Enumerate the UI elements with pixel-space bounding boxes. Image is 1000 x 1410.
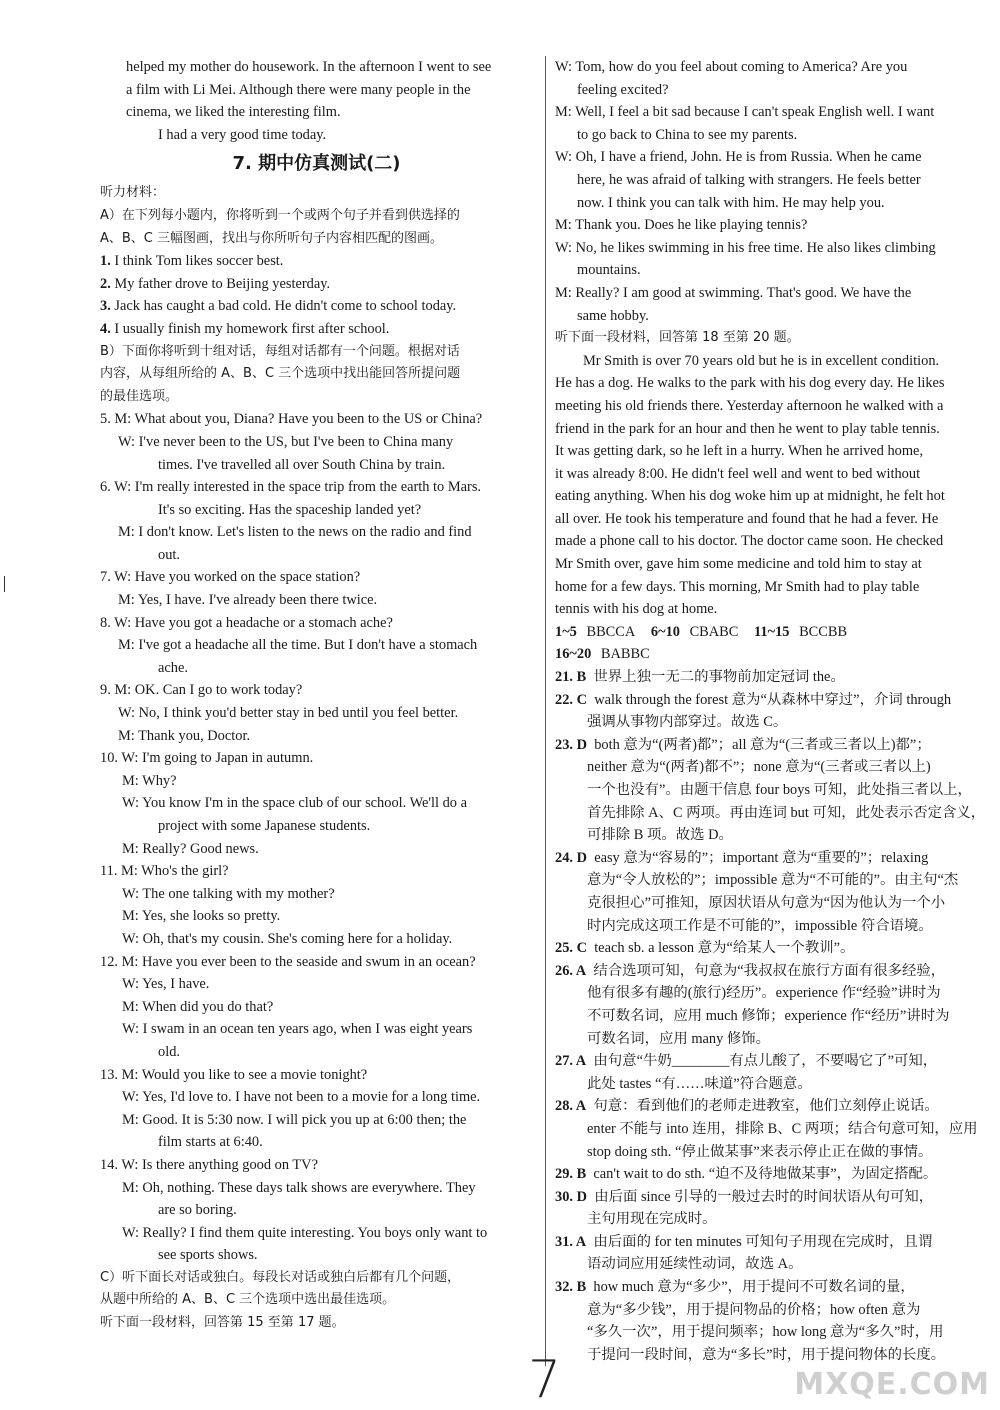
- explanation-text: “多久一次”，用于提问频率；how long 意为“多久”时，用: [587, 1324, 944, 1341]
- explanation-text: 语动词应用延续性动词，故选 A。: [587, 1256, 803, 1273]
- text-line: all over. He took his temperature and found that he had a fever. He: [555, 510, 939, 527]
- text-line: tennis with his dog at home.: [555, 601, 718, 618]
- text-line: helped my mother do housework. In the afternoon I went to see: [126, 59, 492, 75]
- watermark: MXQE.COM: [794, 1367, 990, 1402]
- listening-label: 听力材料：: [100, 185, 166, 201]
- answer-range: 16~20: [555, 646, 592, 663]
- dialog: [100, 679, 533, 747]
- item-text: Jack has caught a bad cold. He didn't come to school today.: [114, 298, 457, 315]
- dialog-line: W: Yes, I'd love to. I have not been to a movie for a long time.: [122, 1089, 481, 1106]
- answer-letters: BABBC: [600, 646, 650, 663]
- dialog: [100, 476, 533, 566]
- dialog: [100, 1064, 533, 1154]
- explanation-number: 24. D: [555, 849, 587, 866]
- explanation-text: 克很担心”可推知，原因状语从句意为“因为他认为一个小: [587, 894, 946, 911]
- answer-key-row: [555, 621, 988, 644]
- text-line: He has a dog. He walks to the park with his dog every day. He likes: [555, 375, 945, 392]
- dialog-line: 14. W: Is there anything good on TV?: [100, 1156, 318, 1173]
- dialog-line: M: Thank you. Does he like playing tennis?: [555, 217, 808, 234]
- explanation-item: [555, 689, 988, 734]
- dialog-line: M: Really? Good news.: [122, 840, 259, 857]
- dialog: [100, 1154, 533, 1267]
- dialog-line: 6. W: I'm really interested in the space trip from the earth to Mars.: [100, 479, 482, 496]
- dialog-line: M: I don't know. Let's listen to the news on the radio and find: [118, 524, 472, 541]
- dialog-line: M: Why?: [122, 772, 177, 789]
- dialog-line: 13. M: Would you like to see a movie tonight?: [100, 1066, 368, 1083]
- text-line: home for a few days. This morning, Mr Smith had to play table: [555, 578, 920, 595]
- intro-paragraph: [100, 56, 533, 146]
- explanation-text: 结合选项可知，句意为“我叔叔在旅行方面有很多经验，: [593, 962, 946, 979]
- explanation-number: 28. A: [555, 1098, 587, 1115]
- story-paragraph: [555, 350, 988, 621]
- section-title: 7. 期中仿真测试(二): [232, 153, 401, 175]
- list-item: [100, 295, 533, 318]
- dialog-line: M: Good. It is 5:30 now. I will pick you up at 6:00 then; the: [122, 1111, 467, 1128]
- dialog-line: It's so exciting. Has the spaceship landed yet?: [158, 501, 422, 518]
- text-line: it was already 8:00. He didn't feel well and went to bed without: [555, 465, 921, 482]
- explanation-text: 意为“令人放松的”；impossible 意为“不可能的”。由主句“杰: [587, 872, 959, 889]
- dialog-line: M: Well, I feel a bit sad because I can't speak English well. I want: [555, 104, 935, 121]
- explanation-text: 可排除 B 项。故选 D。: [587, 827, 733, 844]
- section-c-instruction: [100, 1267, 533, 1335]
- answer-letters: CBABC: [689, 623, 739, 640]
- dialog-line: W: The one talking with my mother?: [122, 885, 335, 902]
- explanation-text: enter 不能与 into 连用，排除 B、C 两项；结合句意可知，应用: [587, 1120, 978, 1137]
- answer-letters: BBCCA: [586, 623, 636, 640]
- explanation-text: neither 意为“(两者)都不”；none 意为“(三者或三者以上): [587, 759, 931, 776]
- dialog-line: W: No, he likes swimming in his free time. He also likes climbing: [555, 239, 936, 256]
- dialog-line: W: Tom, how do you feel about coming to America? Are you: [555, 59, 908, 75]
- text-line: a film with Li Mei. Although there were many people in the: [126, 81, 471, 98]
- text-line: meeting his old friends there. Yesterday afternoon he walked with a: [555, 397, 944, 414]
- dialog: [100, 408, 533, 476]
- text-line: made a phone call to his doctor. The doctor came soon. He checked: [555, 533, 944, 550]
- dialog-line: project with some Japanese students.: [158, 818, 371, 834]
- item-text: I think Tom likes soccer best.: [114, 253, 284, 270]
- explanation-item: [555, 1095, 988, 1163]
- explanation-text: 主句用现在完成时。: [587, 1211, 717, 1228]
- explanation-item: [555, 1186, 988, 1231]
- text-line: A）在下列每小题内，你将听到一个或两个句子并看到供选择的: [100, 207, 460, 223]
- dialog-line: ache.: [158, 659, 188, 676]
- explanation-text: 此处 tastes “有……味道”符合题意。: [587, 1075, 812, 1092]
- page-number: 7: [528, 1350, 562, 1410]
- text-line: A、B、C 三幅图画，找出与你所听句子内容相匹配的图画。: [100, 230, 444, 246]
- dialog-line: old.: [158, 1043, 180, 1060]
- explanation-text: walk through the forest 意为“从森林中穿过”，介词 through: [594, 691, 952, 708]
- dialog-line: out.: [158, 546, 180, 563]
- explanation-number: 27. A: [555, 1053, 587, 1070]
- dialog-line: 8. W: Have you got a headache or a stomach ache?: [100, 614, 393, 631]
- text-line: 从题中所给的 A、B、C 三个选项中选出最佳选项。: [100, 1292, 396, 1308]
- answer-range: 1~5: [555, 623, 577, 640]
- explanation-text: easy 意为“容易的”；important 意为“重要的”；relaxing: [594, 849, 929, 866]
- dialog: [100, 951, 533, 1064]
- text-line: Mr Smith over, gave him some medicine and told him to stay at: [555, 556, 922, 573]
- dialog-line: M: I've got a headache all the time. But I don't have a stomach: [118, 637, 478, 654]
- dialog-line: W: Really? I find them quite interesting. You boys only want to: [122, 1224, 488, 1241]
- explanation-text: 于提问一段时间，意为“多长”时，用于提问物体的长度。: [587, 1346, 946, 1363]
- explanation-text: teach sb. a lesson 意为“给某人一个教训”。: [594, 940, 855, 957]
- dialog-line: here, he was afraid of talking with strangers. He feels better: [577, 171, 921, 188]
- dialog-line: W: You know I'm in the space club of our school. We'll do a: [122, 795, 467, 812]
- margin-mark: [4, 576, 5, 592]
- dialog-line: now. I think you can talk with him. He may help you.: [577, 194, 885, 211]
- dialog-line: 12. M: Have you ever been to the seaside and swum in an ocean?: [100, 953, 476, 970]
- dialog-line: are so boring.: [158, 1202, 237, 1219]
- dialog: [100, 612, 533, 680]
- dialog-line: 7. W: Have you worked on the space station?: [100, 569, 361, 586]
- explanation-text: can't wait to do sth. “迫不及待地做某事”，为固定搭配。: [593, 1166, 938, 1183]
- dialog-line: W: Oh, I have a friend, John. He is from Russia. When he came: [555, 149, 922, 166]
- left-column: [100, 56, 533, 1335]
- dialog-15-17: [555, 56, 988, 327]
- dialog-line: M: Thank you, Doctor.: [118, 727, 251, 744]
- dialog-line: film starts at 6:40.: [158, 1134, 263, 1151]
- answer-range: 6~10: [650, 623, 680, 640]
- explanation-number: 32. B: [555, 1279, 587, 1296]
- section-a-instruction: [100, 205, 533, 250]
- column-divider: [545, 56, 546, 1366]
- item-number: 3.: [100, 298, 111, 315]
- dialog: [100, 860, 533, 950]
- item-number: 2.: [100, 275, 111, 292]
- dialog-line: 9. M: OK. Can I go to work today?: [100, 682, 303, 699]
- item-text: I usually finish my homework first after school.: [114, 320, 390, 337]
- section-a-items: [100, 250, 533, 340]
- explanation-text: 由后面 since 引导的一般过去时的时间状语从句可知，: [594, 1188, 934, 1205]
- explanation-number: 25. C: [555, 940, 587, 957]
- text-line: friend in the park for an hour and then he went to play table tennis.: [555, 420, 940, 437]
- dialog-line: M: Really? I am good at swimming. That's good. We have the: [555, 284, 912, 301]
- explanation-text: 不可数名词，应用 much 修饰；experience 作“经历”讲时为: [587, 1007, 950, 1024]
- text-line: 听下面一段材料，回答第 15 至第 17 题。: [100, 1315, 345, 1331]
- dialog-line: M: Yes, I have. I've already been there twice.: [118, 592, 378, 609]
- explanation-item: [555, 1050, 988, 1095]
- explanation-text: 首先排除 A、C 两项。再由连词 but 可知，此处表示否定含义，: [587, 804, 986, 821]
- section-b-instruction: [100, 341, 533, 409]
- list-item: [100, 250, 533, 273]
- dialog-line: W: No, I think you'd better stay in bed until you feel better.: [118, 705, 459, 722]
- dialog-line: W: Oh, that's my cousin. She's coming here for a holiday.: [122, 930, 453, 947]
- explanation-text: 一个也没有”。由题干信息 four boys 可知，此处指三者以上，: [587, 782, 972, 798]
- dialog-line: to go back to China to see my parents.: [577, 126, 798, 143]
- list-item: [100, 318, 533, 341]
- explanation-text: how much 意为“多少”，用于提问不可数名词的量，: [593, 1279, 915, 1296]
- explanation-item: [555, 734, 988, 847]
- dialog-line: same hobby.: [577, 307, 649, 324]
- section-label-18-20: 听下面一段材料，回答第 18 至第 20 题。: [555, 330, 800, 346]
- explanation-number: 26. A: [555, 962, 587, 979]
- text-line: 的最佳选项。: [100, 388, 179, 404]
- dialog-line: 11. M: Who's the girl?: [100, 863, 229, 880]
- explanation-number: 29. B: [555, 1166, 587, 1183]
- answer-range: 11~15: [753, 623, 790, 640]
- explanation-text: 可数名词，应用 many 修饰。: [587, 1030, 771, 1047]
- explanation-text: both 意为“(两者)都”；all 意为“(三者或三者以上)都”；: [594, 736, 931, 753]
- explanation-number: 21. B: [555, 669, 587, 686]
- explanation-number: 23. D: [555, 736, 587, 753]
- explanation-item: [555, 1231, 988, 1276]
- dialog-line: M: Yes, she looks so pretty.: [122, 908, 281, 925]
- text-line: 内容，从每组所给的 A、B、C 三个选项中找出能回答所提问题: [100, 366, 461, 382]
- explanations: [555, 666, 988, 1366]
- explanation-text: 世界上独一无二的事物前加定冠词 the。: [593, 669, 845, 686]
- dialog-line: times. I've travelled all over South China by train.: [158, 456, 446, 473]
- text-line: C）听下面长对话或独白。每段长对话或独白后都有几个问题，: [100, 1269, 461, 1285]
- dialog: [100, 566, 533, 611]
- dialog-line: feeling excited?: [577, 81, 669, 98]
- explanation-text: 时内完成这项工作是不可能的”，impossible 符合语境。: [587, 917, 933, 934]
- explanation-item: [555, 1163, 988, 1186]
- text-line: Mr Smith is over 70 years old but he is in excellent condition.: [583, 352, 940, 369]
- dialog-line: 10. W: I'm going to Japan in autumn.: [100, 750, 314, 767]
- dialog: [100, 747, 533, 860]
- text-line: I had a very good time today.: [158, 126, 327, 143]
- dialog-line: M: When did you do that?: [122, 998, 274, 1015]
- text-line: B）下面你将听到十组对话，每组对话都有一个问题。根据对话: [100, 343, 460, 359]
- explanation-text: 意为“多少钱”，用于提问物品的价格；how often 意为: [587, 1301, 921, 1318]
- explanation-text: 他有很多有趣的(旅行)经历”。experience 作“经验”讲时为: [587, 985, 941, 1002]
- dialog-line: see sports shows.: [158, 1247, 258, 1264]
- explanation-item: [555, 666, 988, 689]
- dialog-list: [100, 408, 533, 1267]
- dialog-line: W: I swam in an ocean ten years ago, when I was eight years: [122, 1021, 473, 1038]
- explanation-item: [555, 1276, 988, 1366]
- text-line: eating anything. When his dog woke him up at midnight, he felt hot: [555, 488, 945, 505]
- explanation-number: 22. C: [555, 691, 587, 708]
- item-number: 1.: [100, 253, 111, 270]
- item-text: My father drove to Beijing yesterday.: [114, 275, 331, 292]
- item-number: 4.: [100, 320, 111, 337]
- explanation-text: 强调从事物内部穿过。故选 C。: [587, 714, 788, 731]
- right-column: [555, 56, 988, 1366]
- explanation-text: 由句意“牛奶________有点儿酸了，不要喝它了”可知，: [593, 1053, 938, 1070]
- dialog-line: W: I've never been to the US, but I've been to China many: [118, 433, 454, 450]
- dialog-line: M: Oh, nothing. These days talk shows are everywhere. They: [122, 1179, 476, 1196]
- explanation-text: 句意：看到他们的老师走进教室，他们立刻停止说话。: [593, 1098, 939, 1115]
- dialog-line: W: Yes, I have.: [122, 976, 210, 993]
- explanation-text: 由后面的 for ten minutes 可知句子用现在完成时，且谓: [593, 1233, 933, 1250]
- dialog-line: 5. M: What about you, Diana? Have you been to the US or China?: [100, 411, 483, 428]
- dialog-line: mountains.: [577, 262, 641, 279]
- explanation-item: [555, 847, 988, 937]
- explanation-text: stop doing sth. “停止做某事”来表示停止正在做的事情。: [587, 1143, 933, 1160]
- explanation-item: [555, 937, 988, 960]
- explanation-number: 31. A: [555, 1233, 587, 1250]
- answer-key-row: [555, 643, 988, 666]
- list-item: [100, 273, 533, 296]
- answer-letters: BCCBB: [799, 623, 848, 640]
- explanation-number: 30. D: [555, 1188, 587, 1205]
- explanation-item: [555, 960, 988, 1050]
- text-line: cinema, we liked the interesting film.: [126, 104, 341, 121]
- text-line: It was getting dark, so he left in a hurry. When he arrived home,: [555, 443, 924, 460]
